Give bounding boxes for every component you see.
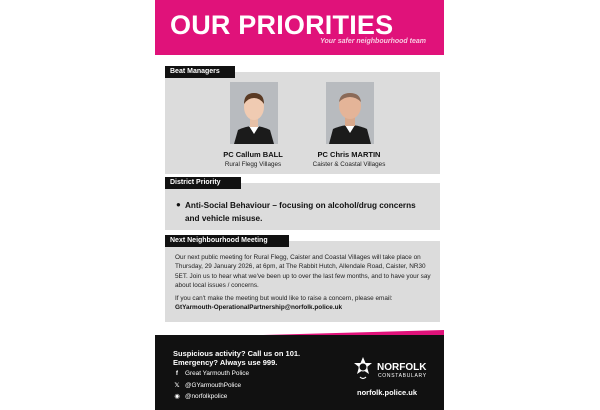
meeting-details: Our next public meeting for Rural Flegg, Caister and Coastal Villages will take place on Thursday, 29 January 2026, at 6pm, at The Rabbit Hutch, Allendale Road, Caister, NR30 5ET. Join us to hear what we've been up to over the last few months, and to have your say about local issues / concerns. xyxy=(175,254,431,290)
footer-999-line: Emergency? Always use 999. xyxy=(173,358,278,367)
social-facebook[interactable] xyxy=(173,370,249,377)
page-title: OUR PRIORITIES xyxy=(170,10,394,40)
beat-managers-label: Beat Managers xyxy=(165,66,235,78)
logo-name: NORFOLK xyxy=(377,362,427,373)
twitter-icon: 𝕏 xyxy=(174,382,180,389)
officer-photo-callum-ball xyxy=(230,82,278,144)
bullet-icon: ● xyxy=(176,200,181,209)
social-instagram-text: @norfolkpolice xyxy=(185,393,228,400)
logo-subtitle: CONSTABULARY xyxy=(378,373,427,379)
officer-area-2: Caister & Coastal Villages xyxy=(312,161,386,168)
norfolk-crest-icon xyxy=(351,356,375,382)
officer-photo-chris-martin xyxy=(326,82,374,144)
social-instagram[interactable] xyxy=(173,392,227,400)
social-twitter-text: @GYarmouthPolice xyxy=(185,382,242,389)
priority-item: Anti-Social Behaviour – focusing on alcohol/drug concerns and vehicle misuse. xyxy=(185,201,416,223)
website-link[interactable]: norfolk.police.uk xyxy=(357,388,418,397)
poster xyxy=(155,0,444,410)
district-priority-label: District Priority xyxy=(165,177,241,189)
officer-name-2: PC Chris MARTIN xyxy=(317,150,381,159)
contact-email-link[interactable]: GtYarmouth-OperationalPartnership@norfolk.police.uk xyxy=(175,304,343,311)
officer-name-1: PC Callum BALL xyxy=(223,150,283,159)
instagram-icon: ◉ xyxy=(174,393,180,400)
footer-101-line: Suspicious activity? Call us on 101. xyxy=(173,349,301,358)
facebook-icon: f xyxy=(175,370,179,377)
header-banner xyxy=(155,0,444,55)
officer-area-1: Rural Flegg Villages xyxy=(224,161,282,168)
meeting-label: Next Neighbourhood Meeting xyxy=(165,235,289,247)
social-facebook-text: Great Yarmouth Police xyxy=(185,370,250,377)
page-subtitle: Your safer neighbourhood team xyxy=(320,38,426,45)
meeting-contact-text: If you can't make the meeting but would like to raise a concern, please email: xyxy=(175,295,393,302)
social-twitter[interactable] xyxy=(173,381,241,389)
